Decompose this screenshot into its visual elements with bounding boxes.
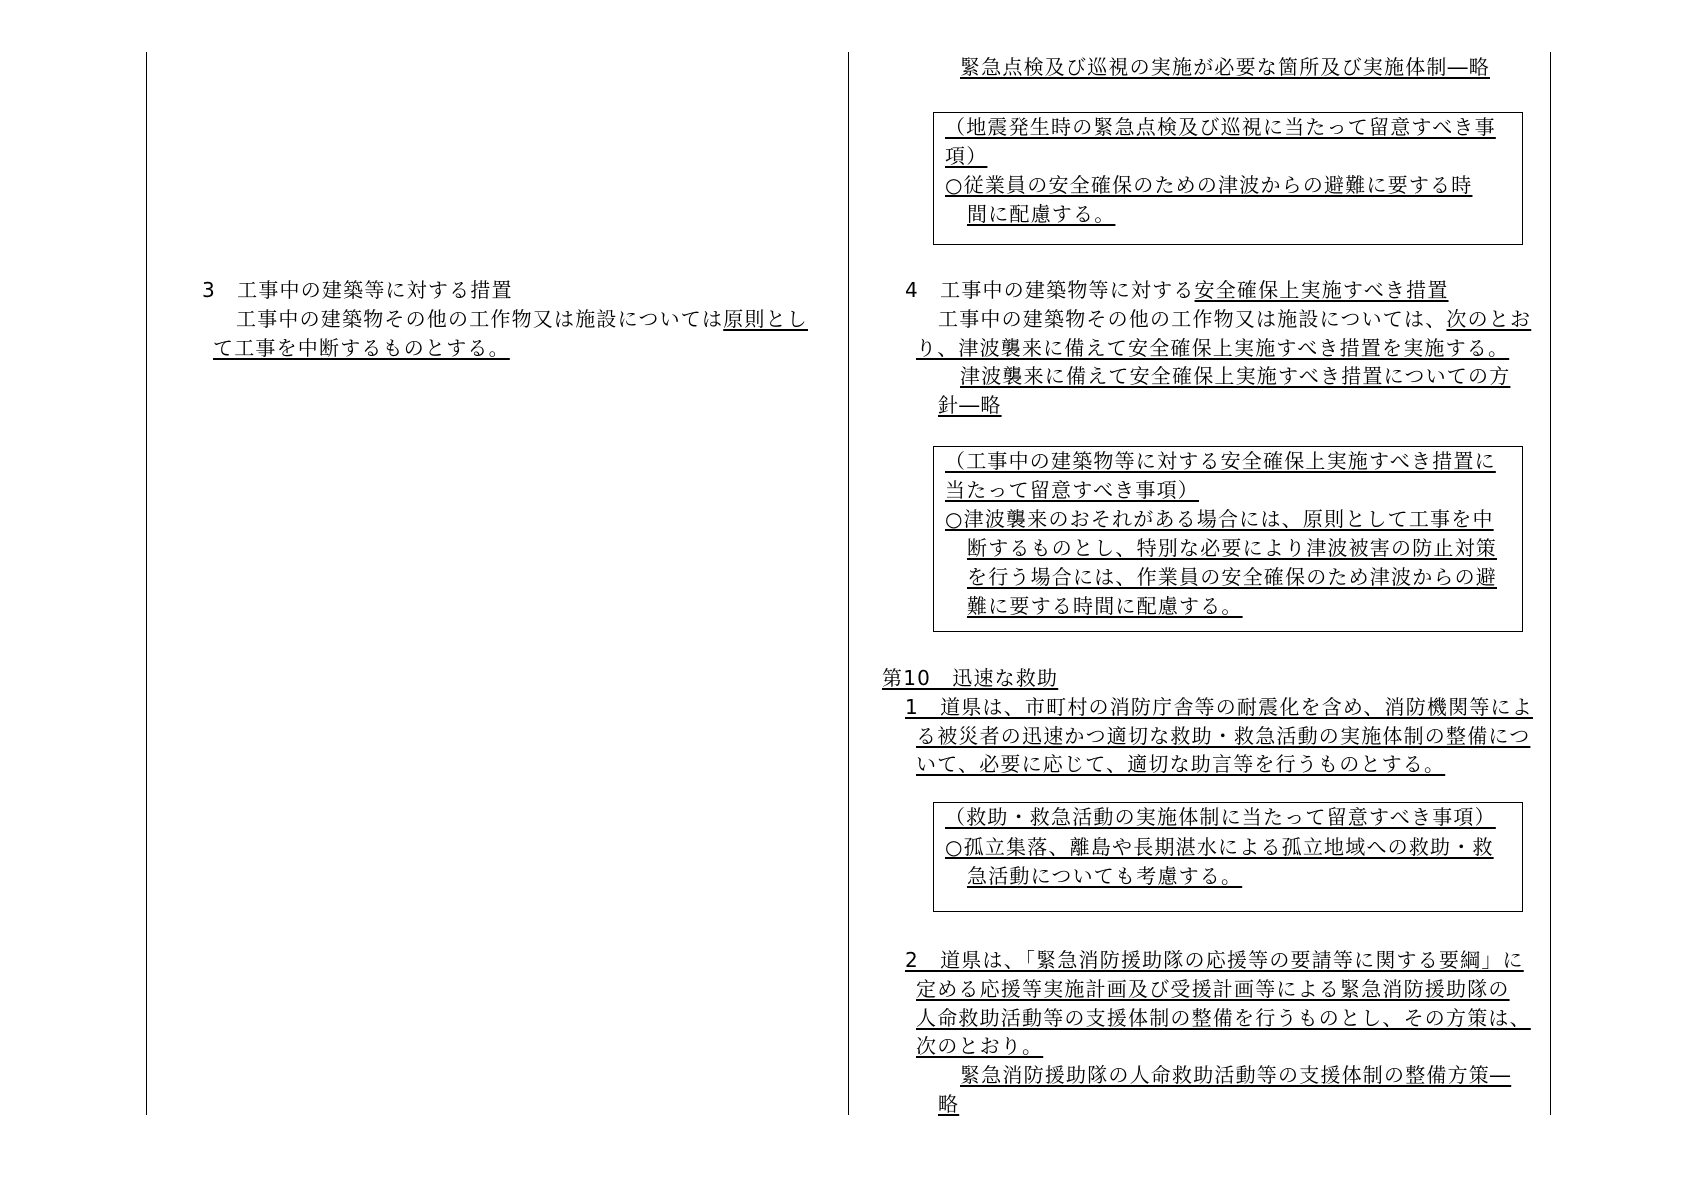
left-body-line-1-underlined: 原則とし [723, 307, 809, 331]
box2-item-line-1: ○津波襲来のおそれがある場合には、原則として工事を中 [945, 507, 1494, 531]
box3-item-line-1: ○孤立集落、離島や長期湛水による孤立地域への救助・救 [945, 835, 1494, 859]
para-2-line-4: 次のとおり。 [916, 1034, 1044, 1058]
para-2-line-2: 定める応援等実施計画及び受援計画等による緊急消防援助隊の [916, 977, 1510, 1001]
section-4-heading-plain: 4 工事中の建築物等に対する [905, 278, 1195, 302]
box1-title-line-2: 項） [945, 144, 988, 168]
box2-item-line-3: を行う場合には、作業員の安全確保のため津波からの避 [967, 565, 1497, 589]
box1-item-line-1: ○従業員の安全確保のための津波からの避難に要する時 [945, 173, 1473, 197]
left-body-line-1 [236, 305, 808, 333]
left-margin-rule [146, 52, 147, 1115]
section-4-policy-line-2: 針―略 [938, 393, 1002, 417]
para-2-line-1: 2 道県は、「緊急消防援助隊の応援等の要請等に関する要綱」に [905, 948, 1524, 972]
box2-title-line-2: 当たって留意すべき事項） [945, 478, 1199, 502]
box1-title-line-1: （地震発生時の緊急点検及び巡視に当たって留意すべき事 [945, 115, 1496, 139]
right-margin-rule [1550, 52, 1551, 1115]
section-4-policy-line-1: 津波襲来に備えて安全確保上実施すべき措置についての方 [960, 364, 1511, 388]
section-4-body-line-1 [938, 305, 1531, 333]
section-10-heading: 第10 迅速な救助 [882, 666, 1059, 690]
section-4-body-line-1-underlined: 次のとお [1446, 307, 1532, 331]
section-4-body-line-1-plain: 工事中の建築物その他の工作物又は施設については、 [938, 307, 1447, 331]
box2-title-line-1: （工事中の建築物等に対する安全確保上実施すべき措置に [945, 449, 1496, 473]
box2-item-line-2: 断するものとし、特別な必要により津波被害の防止対策 [967, 536, 1497, 560]
left-section-heading: 3 工事中の建築等に対する措置 [202, 278, 513, 302]
section-4-heading-underlined: 安全確保上実施すべき措置 [1194, 278, 1449, 302]
inspection-line: 緊急点検及び巡視の実施が必要な箇所及び実施体制―略 [960, 55, 1490, 79]
box1-item-line-2: 間に配慮する。 [967, 202, 1116, 226]
section-4-body-line-2: り、津波襲来に備えて安全確保上実施すべき措置を実施する。 [916, 336, 1510, 360]
left-body-line-1-plain: 工事中の建築物その他の工作物又は施設については [236, 307, 724, 331]
center-divider-rule [848, 52, 849, 1115]
section-10-para-1-line-1: 1 道県は、市町村の消防庁舎等の耐震化を含め、消防機関等によ [905, 695, 1533, 719]
section-10-para-1-line-2: る被災者の迅速かつ適切な救助・救急活動の実施体制の整備につ [916, 724, 1531, 748]
para-2-policy-line-2: 略 [938, 1092, 960, 1116]
para-2-line-3: 人命救助活動等の支援体制の整備を行うものとし、その方策は、 [916, 1006, 1531, 1030]
box3-title: （救助・救急活動の実施体制に当たって留意すべき事項） [945, 805, 1496, 829]
left-body-line-2: て工事を中断するものとする。 [213, 336, 510, 360]
para-2-policy-line-1: 緊急消防援助隊の人命救助活動等の支援体制の整備方策― [960, 1063, 1512, 1087]
section-4-heading [905, 276, 1449, 304]
box3-item-line-2: 急活動についても考慮する。 [967, 864, 1243, 888]
section-10-para-1-line-3: いて、必要に応じて、適切な助言等を行うものとする。 [916, 752, 1446, 776]
box2-item-line-4: 難に要する時間に配慮する。 [967, 594, 1243, 618]
